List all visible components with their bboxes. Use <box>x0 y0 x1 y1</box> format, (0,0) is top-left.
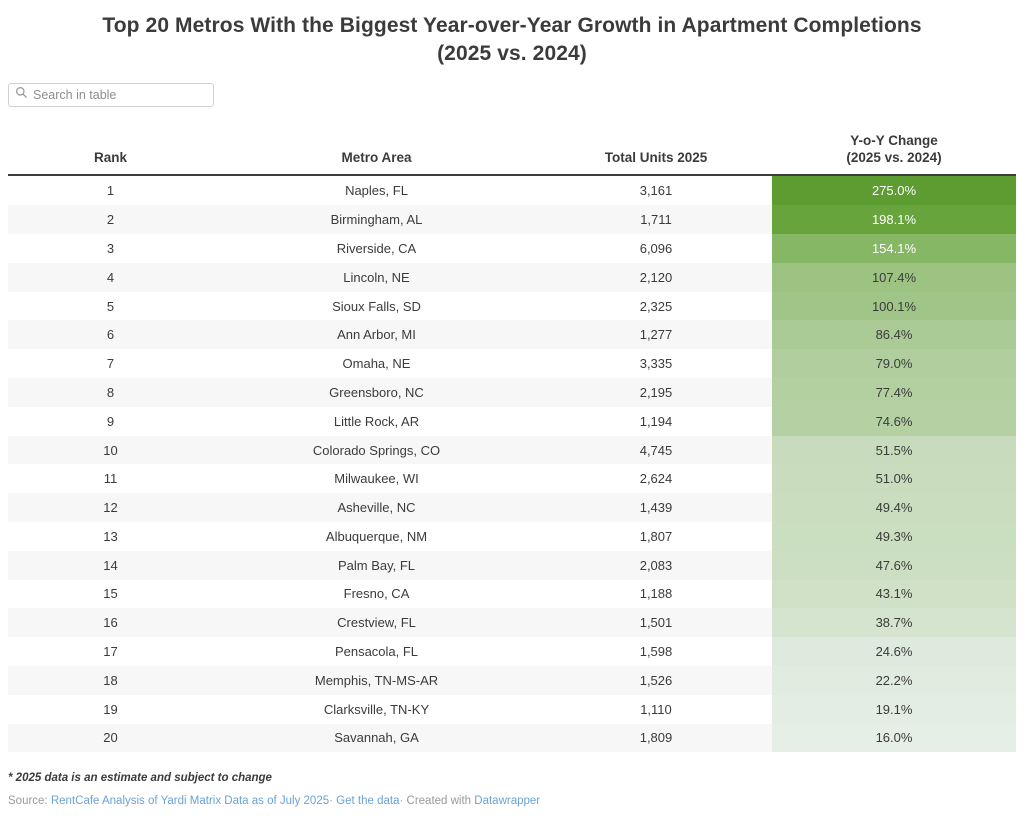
cell-change: 74.6% <box>772 407 1016 436</box>
cell-rank: 19 <box>103 701 118 717</box>
cell-change: 43.1% <box>772 580 1016 609</box>
cell-change: 51.0% <box>772 464 1016 493</box>
table-row <box>8 608 1016 637</box>
cell-units: 1,194 <box>639 413 673 429</box>
metros-table <box>8 133 1016 753</box>
cell-change: 49.3% <box>772 522 1016 551</box>
cell-units: 1,501 <box>540 608 772 637</box>
cell-rank: 15 <box>103 586 118 602</box>
cell-metro: Birmingham, AL <box>213 205 540 234</box>
cell-metro: Ann Arbor, MI <box>213 320 540 349</box>
cell-change: 275.0% <box>772 175 1016 205</box>
cell-units: 1,809 <box>540 724 772 753</box>
table-row <box>8 234 1016 263</box>
cell-units: 1,711 <box>540 205 772 234</box>
source-link-rentcafe[interactable]: RentCafe Analysis of Yardi Matrix Data as of July 2025 <box>50 795 330 807</box>
table-row <box>8 205 1016 234</box>
cell-rank: 16 <box>8 608 213 637</box>
cell-rank: 4 <box>8 263 213 292</box>
cell-change: 47.6% <box>772 551 1016 580</box>
cell-units: 2,325 <box>639 298 673 314</box>
cell-units: 1,807 <box>639 528 673 544</box>
footnote: * 2025 data is an estimate and subject to change <box>8 772 272 784</box>
table-row <box>8 436 1016 465</box>
cell-change: 198.1% <box>772 205 1016 234</box>
cell-change: 24.6% <box>772 637 1016 666</box>
source-label: Source: <box>8 795 48 807</box>
search-input[interactable] <box>33 88 207 102</box>
cell-units: 3,161 <box>639 183 673 199</box>
column-header-rank[interactable]: Rank <box>8 133 213 176</box>
cell-metro: Little Rock, AR <box>333 413 420 429</box>
source-link-get-the-data[interactable]: Get the data <box>336 795 400 807</box>
cell-change: 49.4% <box>772 493 1016 522</box>
cell-units: 2,120 <box>540 263 772 292</box>
cell-units: 2,195 <box>540 378 772 407</box>
source-link-datawrapper[interactable]: Datawrapper <box>474 795 541 807</box>
search-container <box>8 83 1024 107</box>
cell-change: 86.4% <box>772 320 1016 349</box>
cell-metro: Omaha, NE <box>342 356 411 372</box>
cell-metro: Crestview, FL <box>213 608 540 637</box>
table-row <box>8 637 1016 666</box>
table-row <box>8 695 1016 724</box>
cell-rank: 14 <box>8 551 213 580</box>
cell-metro: Riverside, CA <box>336 240 417 256</box>
table-row <box>8 175 1016 205</box>
table-row <box>8 378 1016 407</box>
cell-rank: 13 <box>103 528 118 544</box>
search-icon <box>15 86 33 104</box>
cell-metro: Naples, FL <box>345 183 408 199</box>
table-row <box>8 263 1016 292</box>
cell-metro: Savannah, GA <box>213 724 540 753</box>
cell-rank: 17 <box>103 644 118 660</box>
table-row <box>8 464 1016 493</box>
cell-units: 1,526 <box>540 666 772 695</box>
cell-units: 1,277 <box>540 320 772 349</box>
source-sep-1: · <box>329 795 333 807</box>
cell-change: 107.4% <box>772 263 1016 292</box>
source-created-with: Created with <box>406 795 472 807</box>
table-row <box>8 320 1016 349</box>
cell-metro: Clarksville, TN-KY <box>323 701 430 717</box>
column-header-change-line1: Y-o-Y Change <box>850 132 938 148</box>
column-header-change-line2: (2025 vs. 2024) <box>846 149 942 165</box>
cell-rank: 7 <box>106 356 115 372</box>
cell-rank: 1 <box>106 183 115 199</box>
cell-change: 22.2% <box>772 666 1016 695</box>
table-row <box>8 407 1016 436</box>
cell-metro: Lincoln, NE <box>213 263 540 292</box>
cell-metro: Colorado Springs, CO <box>213 436 540 465</box>
cell-rank: 3 <box>106 240 115 256</box>
cell-rank: 20 <box>8 724 213 753</box>
cell-change: 51.5% <box>772 436 1016 465</box>
cell-units: 2,624 <box>639 471 673 487</box>
cell-rank: 8 <box>8 378 213 407</box>
search-box[interactable] <box>8 83 214 107</box>
cell-rank: 9 <box>106 413 115 429</box>
table-header <box>8 133 1016 176</box>
column-header-units[interactable]: Total Units 2025 <box>540 133 772 176</box>
cell-units: 1,110 <box>640 701 672 717</box>
cell-metro: Fresno, CA <box>343 586 410 602</box>
table-row <box>8 724 1016 753</box>
column-header-change[interactable] <box>772 133 1016 176</box>
cell-rank: 12 <box>8 493 213 522</box>
cell-change: 77.4% <box>772 378 1016 407</box>
table-row <box>8 522 1016 551</box>
cell-units: 4,745 <box>540 436 772 465</box>
source-line <box>8 795 540 807</box>
cell-change: 79.0% <box>772 349 1016 378</box>
table-row <box>8 551 1016 580</box>
cell-metro: Greensboro, NC <box>213 378 540 407</box>
cell-rank: 2 <box>8 205 213 234</box>
cell-units: 2,083 <box>540 551 772 580</box>
cell-rank: 6 <box>8 320 213 349</box>
cell-change: 38.7% <box>772 608 1016 637</box>
cell-metro: Asheville, NC <box>213 493 540 522</box>
cell-metro: Memphis, TN-MS-AR <box>213 666 540 695</box>
cell-metro: Sioux Falls, SD <box>332 298 421 314</box>
table-row <box>8 666 1016 695</box>
cell-change: 16.0% <box>772 724 1016 753</box>
cell-metro: Palm Bay, FL <box>213 551 540 580</box>
cell-units: 1,439 <box>540 493 772 522</box>
cell-units: 1,188 <box>639 586 673 602</box>
cell-units: 6,096 <box>639 240 673 256</box>
cell-metro: Albuquerque, NM <box>325 528 428 544</box>
table-row <box>8 292 1016 321</box>
page-title: Top 20 Metros With the Biggest Year-over-Year Growth in Apartment Completions (2025 vs. 2024) <box>102 14 922 66</box>
table-row <box>8 493 1016 522</box>
table-body <box>8 175 1016 752</box>
cell-rank: 10 <box>8 436 213 465</box>
cell-metro: Pensacola, FL <box>334 644 419 660</box>
cell-rank: 5 <box>106 298 115 314</box>
cell-change: 19.1% <box>772 695 1016 724</box>
cell-change: 100.1% <box>772 292 1016 321</box>
cell-rank: 18 <box>8 666 213 695</box>
table-row <box>8 349 1016 378</box>
cell-units: 3,335 <box>639 356 673 372</box>
column-header-metro[interactable]: Metro Area <box>213 133 540 176</box>
cell-change: 154.1% <box>772 234 1016 263</box>
cell-metro: Milwaukee, WI <box>334 471 419 487</box>
source-sep-2: · <box>399 795 404 807</box>
cell-rank: 11 <box>103 471 118 487</box>
cell-units: 1,598 <box>639 644 673 660</box>
table-row <box>8 580 1016 609</box>
